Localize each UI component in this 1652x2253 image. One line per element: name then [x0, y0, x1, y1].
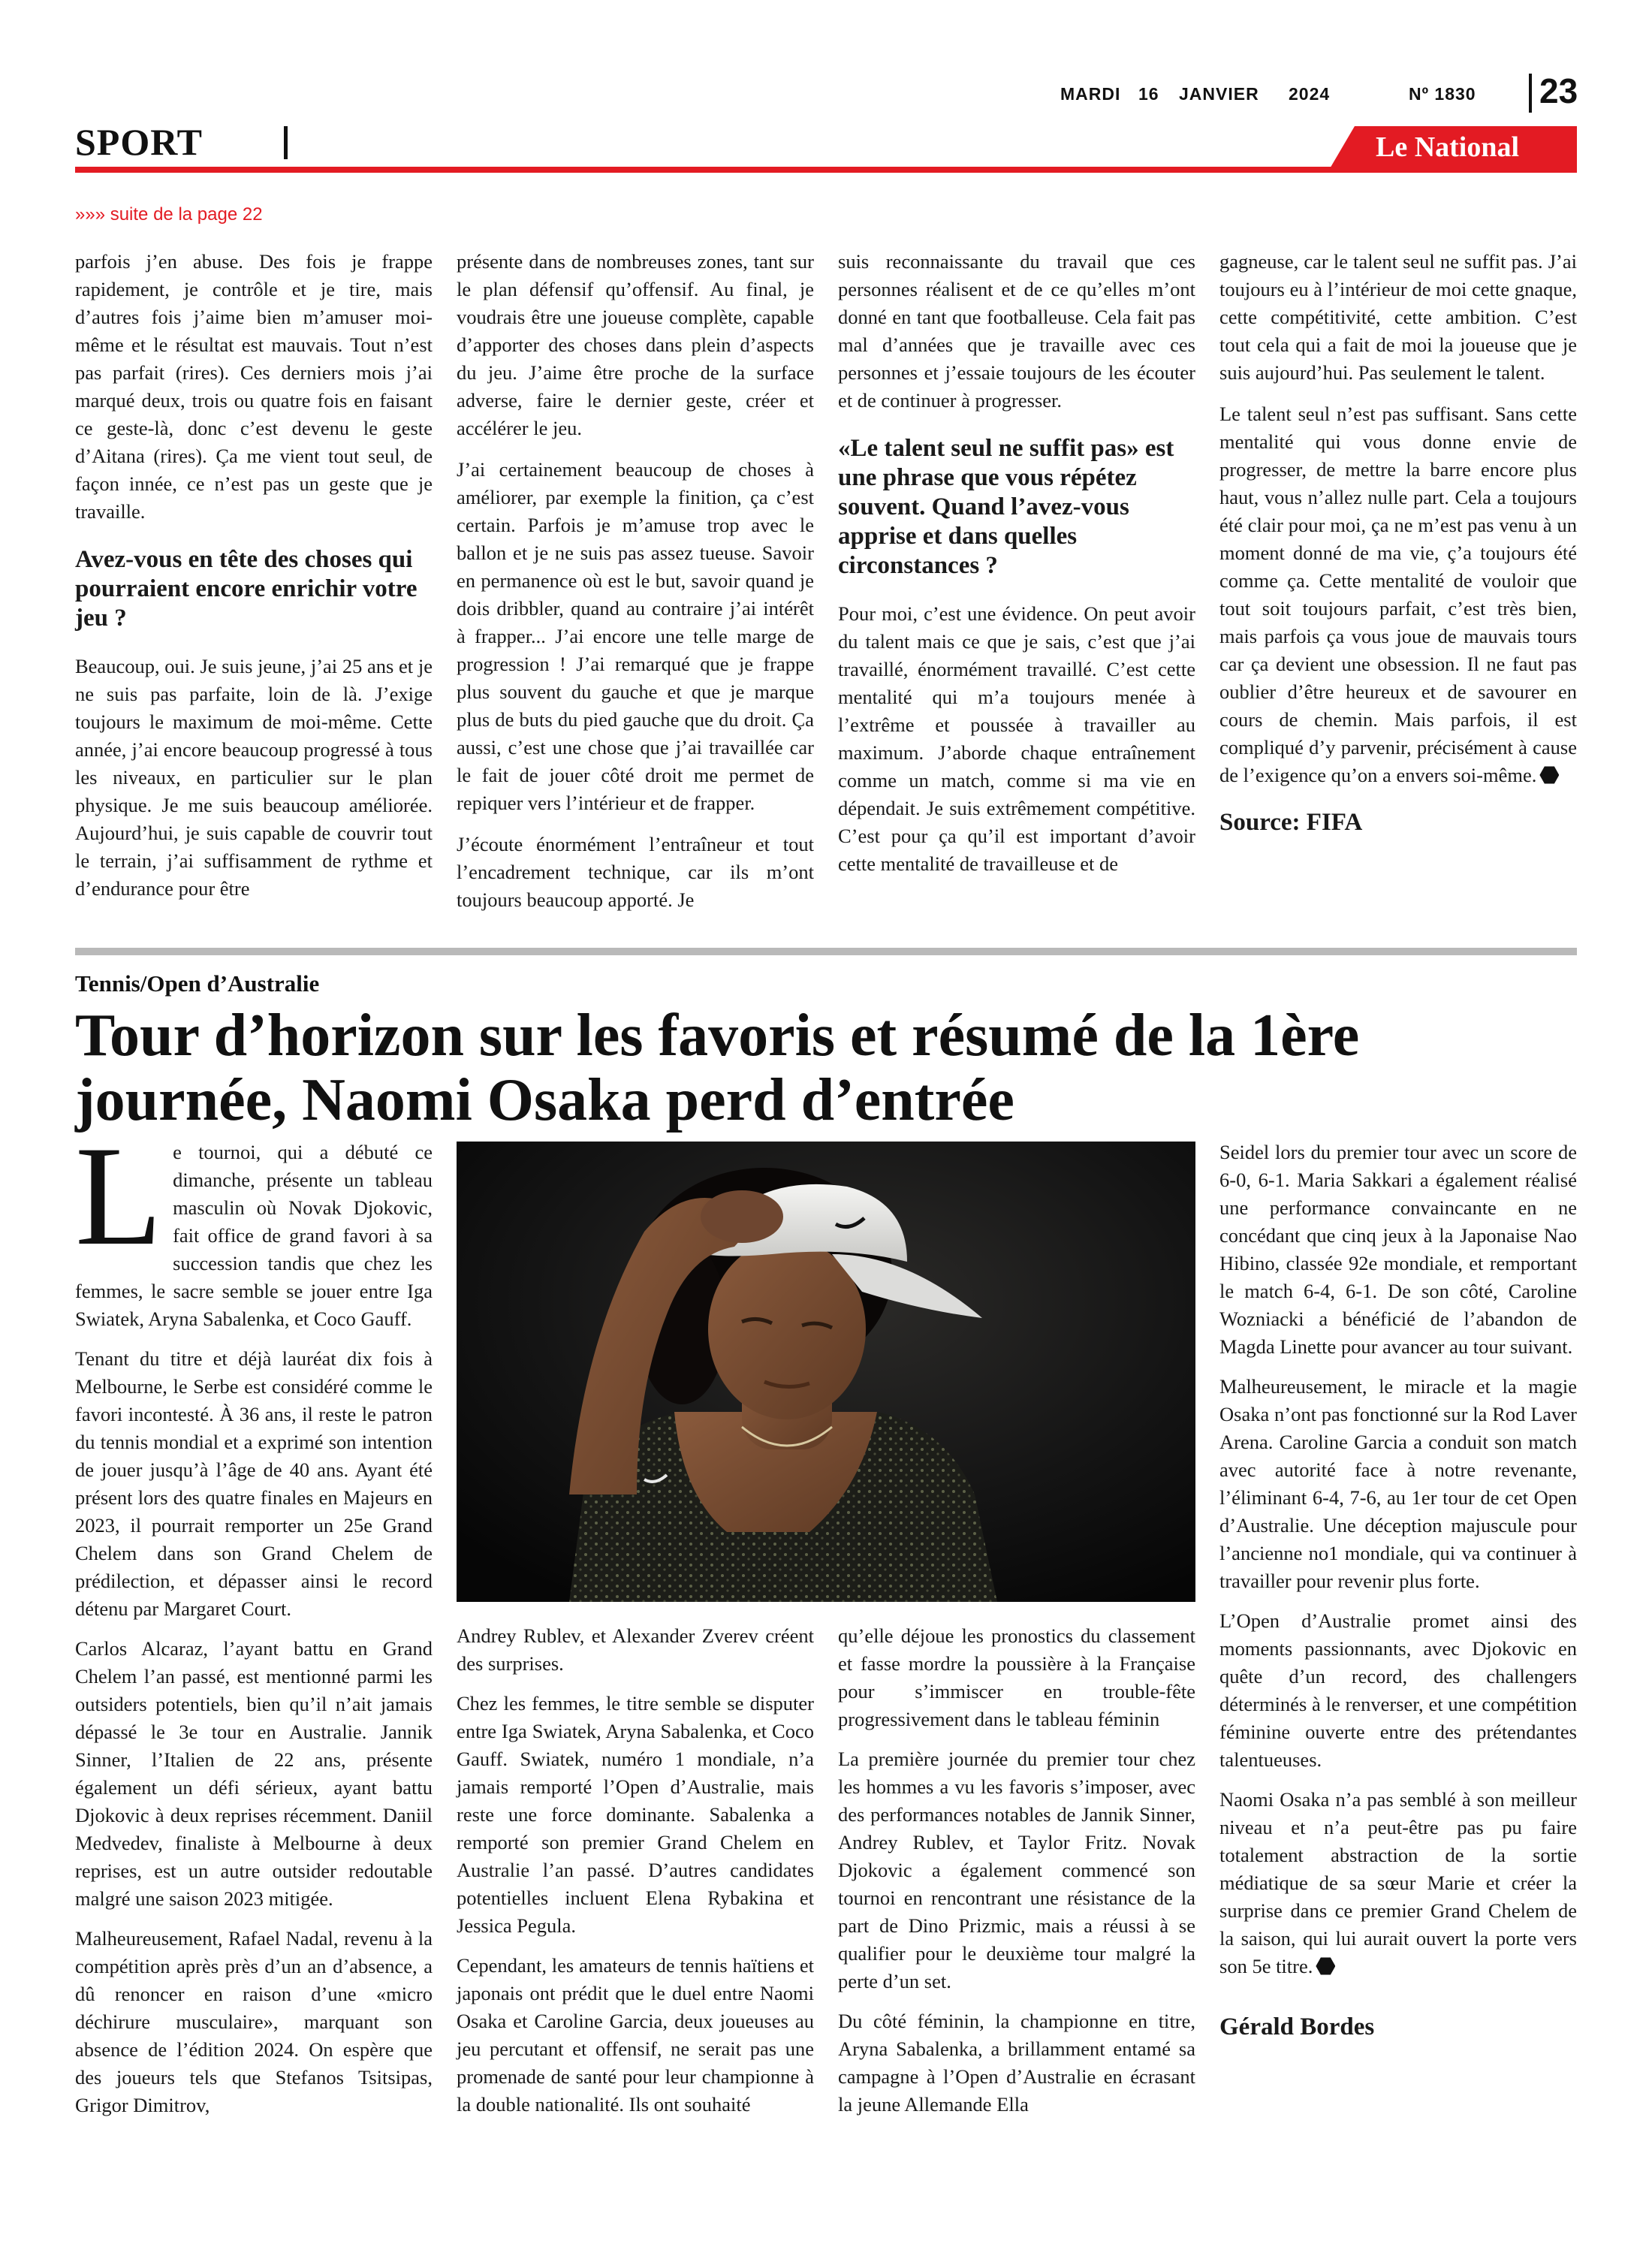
article-kicker: Tennis/Open d’Australie	[75, 970, 320, 997]
paragraph-text: Le talent seul n’est pas suffisant. Sans cette mentalité qui vous donne envie de progresser, de mettre la barre encore plus haut, vous n’allez nulle part. Cela a toujours été clair pour moi, ça ne m’est pas venu à un moment donné de ma vie, ç’a toujours été comme ça. Cette mentalité de vouloir que tout soit toujours parfait, c’est très bien, mais parfois ça vous joue de mauvais tours car ça devient une obsession. Il ne faut pas oublier d’être heureux et de savourer en cours de chemin. Mais parfois, il est compliqué d’y parvenir, précisément à cause de l’exigence qu’on a envers soi-même.	[1219, 403, 1577, 786]
paragraph: Pour moi, c’est une évidence. On peut avoir du talent mais ce que je sais, c’est que j’ai travaillé, énormément travaillé. C’est cette mentalité qui m’a toujours menée à l’extrême et poussée à travailler au maximum. J’aborde chaque entraînement comme un match, comme si ma vie en dépendait. Je suis extrêmement compétitive. C’est pour ça qu’il est important d’avoir cette mentalité de travailleuse et de	[838, 602, 1195, 875]
end-of-article-icon	[1539, 765, 1559, 785]
article-column-1	[75, 1117, 433, 2131]
paragraph: Andrey Rublev, et Alexander Zverev créent des surprises.	[457, 1624, 814, 1675]
paragraph: parfois j’en abuse. Des fois je frappe rapidement, je contrôle et je tire, mais d’autres fois j’aime bien m’amuser moi-même et le résultat est mauvais. Tout n’est pas parfait (rires). Ces derniers mois j’ai marqué deux, trois ou quatre fois en faisant ce geste-là, donc c’est devenu le geste d’Aitana (rires). Ça me vient tout seul, de façon innée, ce n’est pas un geste que je travaille.	[75, 250, 433, 523]
article-author: Gérald Bordes	[1219, 2013, 1375, 2040]
paragraph	[1219, 1786, 1577, 1980]
page-number: 23	[1539, 71, 1578, 110]
article-column-2	[457, 1622, 814, 2131]
section-separator	[75, 948, 1577, 955]
paragraph: Du côté féminin, la championne en titre, Aryna Sabalenka, a brillamment entamé sa campagne à l’Open d’Australie en écrasant la jeune Allemande Ella	[838, 2010, 1195, 2116]
interview-question-2: «Le talent seul ne suffit pas» est une phrase que vous répétez souvent. Quand l’avez-vous apprise et dans quelles circonstances ?	[838, 435, 1174, 579]
paragraph: qu’elle déjoue les pronostics du classement et fasse mordre la poussière à la Française pour s’immiscer en trouble-fête progressivement dans le tableau féminin	[838, 1624, 1195, 1730]
paragraph-text: Naomi Osaka n’a pas semblé à son meilleur niveau et n’a peut-être pas pu faire totalement abstraction de la sortie médiatique de sa sœur Marie et créer la surprise dans ce premier Grand Chelem de la saison, qui lui aurait ouvert la porte vers son 5e titre.	[1219, 1788, 1577, 1977]
interview-question-1: Avez-vous en tête des choses qui pourraient encore enrichir votre jeu ?	[75, 546, 418, 632]
paragraph: suis reconnaissante du travail que ces personnes réalisent et de ce qu’elles m’ont donné en tant que footballeuse. Cela fait pas mal d’années que je travaille avec ces personnes et j’essaie toujours de les écouter et de continuer à progresser.	[838, 250, 1195, 412]
header-day: MARDI	[1060, 84, 1121, 104]
lead-paragraph	[75, 1117, 433, 1333]
header-month: JANVIER	[1179, 84, 1259, 104]
interview-column-1	[75, 248, 433, 916]
paragraph: J’écoute énormément l’entraîneur et tout l’encadrement technique, car ils m’ont toujours beaucoup apporté. Je	[457, 833, 814, 911]
end-of-article-icon	[1316, 1956, 1335, 1976]
interview-column-3	[838, 248, 1195, 891]
paragraph: Tenant du titre et déjà lauréat dix fois à Melbourne, le Serbe est considéré comme le favori incontesté. À 36 ans, il reste le patron du tennis mondial et a exprimé son intention de jouer jusqu’à l’âge de 40 ans. Ayant été présent lors des quatre finales en Majeurs en 2023, il pourrait remporter un 25e Grand Chelem dans son Grand Chelem de prédilection, et dépasser ainsi le record détenu par Margaret Court.	[75, 1347, 433, 1620]
drop-cap: L	[75, 1117, 163, 1275]
header-year: 2024	[1289, 84, 1331, 104]
paragraph: Beaucoup, oui. Je suis jeune, j’ai 25 ans et je ne suis pas parfaite, loin de là. J’exige toujours le maximum de moi-même. Cette année, j’ai encore beaucoup progressé à tous les niveaux, en particulier sur le plan physique. Je me suis beaucoup améliorée. Aujourd’hui, je suis capable de couvrir tout le terrain, j’ai suffisamment de rythme et d’endurance pour être	[75, 655, 433, 900]
paragraph: Malheureusement, le miracle et la magie Osaka n’ont pas fonctionné sur la Rod Laver Arena. Caroline Garcia a conduit son match avec autorité face à notre revenante, l’éliminant 6-4, 7-6, au 1er tour de cet Open d’Australie. Une déception majuscule pour l’ancienne no1 mondiale, qui va continuer à travailler pour revenir plus forte.	[1219, 1375, 1577, 1592]
interview-column-2	[457, 248, 814, 927]
article-source: Source: FIFA	[1219, 809, 1363, 836]
section-title: SPORT	[75, 121, 203, 163]
section-divider	[284, 126, 288, 159]
lead-text: e tournoi, qui a débuté ce dimanche, présente un tableau masculin où Novak Djokovic, fait office de grand favori à sa succession tandis que chez les femmes, le sacre semble se jouer entre Iga Swiatek, Aryna Sabalenka, et Coco Gauff.	[75, 1141, 433, 1330]
header-page-divider	[1529, 74, 1532, 113]
paragraph	[1219, 400, 1577, 789]
header-date-number: 16	[1138, 84, 1159, 104]
paragraph: gagneuse, car le talent seul ne suffit pas. J’ai toujours eu à l’intérieur de moi cette gnaque, cette compétitivité, cette ambition. C’est tout cela qui a fait de moi la joueuse que je suis aujourd’hui. Pas seulement le talent.	[1219, 250, 1577, 384]
paragraph: L’Open d’Australie promet ainsi des moments passionnants, avec Djokovic en quête d’un record, des challengers déterminés à le renverser, et une compétition féminine ouverte entre des prétendantes talentueuses.	[1219, 1609, 1577, 1771]
paragraph: Cependant, les amateurs de tennis haïtiens et japonais ont prédit que le duel entre Naomi Osaka et Caroline Garcia, deux joueuses au jeu percutant et offensif, ne serait pas une promenade de santé pour leur championne à la double nationalité. Ils ont souhaité	[457, 1954, 814, 2116]
article-headline: Tour d’horizon sur les favoris et résumé de la 1ère journée, Naomi Osaka perd d’entrée	[75, 1003, 1360, 1133]
paragraph: Malheureusement, Rafael Nadal, revenu à la compétition après près d’un an d’absence, a dû renoncer en raison d’une «micro déchirure musculaire», marquant son absence de l’édition 2024. On espère que des joueurs tels que Stefanos Tsitsipas, Grigor Dimitrov,	[75, 1927, 433, 2116]
paragraph: Carlos Alcaraz, l’ayant battu en Grand Chelem l’an passé, est mentionné parmi les outsiders potentiels, bien qu’il n’ait jamais dépassé le 3e tour en Australie. Jannik Sinner, l’Italien de 22 ans, présente également un défi sérieux, ayant battu Djokovic à deux reprises récemment. Daniil Medvedev, finaliste à Melbourne à deux reprises, est un autre outsider redoutable malgré une saison 2023 mitigée.	[75, 1637, 433, 1910]
paragraph: J’ai certainement beaucoup de choses à améliorer, par exemple la finition, ça c’est certain. Parfois je m’amuse trop avec le ballon et je ne suis pas assez tueuse. Savoir en permanence où est le but, savoir quand je dois dribbler, quand au contraire j’ai intérêt à frapper... J’ai encore une telle marge de progression ! J’ai remarqué que je frappe plus souvent du gauche et que je marque plus de buts du pied gauche que du droit. Ça aussi, c’est une chose que j’ai travaillée car le fait de jouer côté droit me permet de repiquer vers l’intérieur et de frapper.	[457, 458, 814, 814]
paragraph: présente dans de nombreuses zones, tant sur le plan défensif qu’offensif. Au final, je voudrais être une joueuse complète, capable d’apporter des choses dans plein d’aspects du jeu. J’aime être proche de la surface adverse, faire le dernier geste, créer et accélérer le jeu.	[457, 250, 814, 439]
publication-name: Le National	[1376, 131, 1520, 163]
paragraph: La première journée du premier tour chez les hommes a vu les favoris s’imposer, avec des performances notables de Jannik Sinner, Andrey Rublev, et Taylor Fritz. Novak Djokovic a également commencé son tournoi en rencontrant une résistance de la part de Dino Prizmic, mais a réussi à se qualifier pour le deuxième tour malgré la perte d’un set.	[838, 1748, 1195, 1992]
paragraph: Seidel lors du premier tour avec un score de 6-0, 6-1. Maria Sakkari a également réalisé une performance convaincante en ne concédant que cinq jeux à la Japonaise Nao Hibino, classée 92e mondiale, et remportant le match 6-4, 6-1. De son côté, Caroline Wozniacki a bénéficié de l’abandon de Magda Linette pour avancer au tour suivant.	[1219, 1141, 1577, 1358]
paragraph: Chez les femmes, le titre semble se disputer entre Iga Swiatek, Aryna Sabalenka, et Coco Gauff. Swiatek, numéro 1 mondiale, n’a jamais remporté l’Open d’Australie, mais reste une force dominante. Sabalenka a remporté son premier Grand Chelem en Australie l’an passé. D’autres candidates potentielles incluent Elena Rybakina et Jessica Pegula.	[457, 1692, 814, 1937]
header-issue-number: Nº 1830	[1409, 84, 1476, 104]
continuation-note: »»» suite de la page 22	[75, 204, 263, 225]
article-column-4	[1219, 1139, 1577, 2041]
article-photo	[457, 1142, 1195, 1602]
interview-column-4	[1219, 248, 1577, 837]
photo-tennis-player	[457, 1142, 1195, 1602]
article-column-3	[838, 1622, 1195, 2131]
